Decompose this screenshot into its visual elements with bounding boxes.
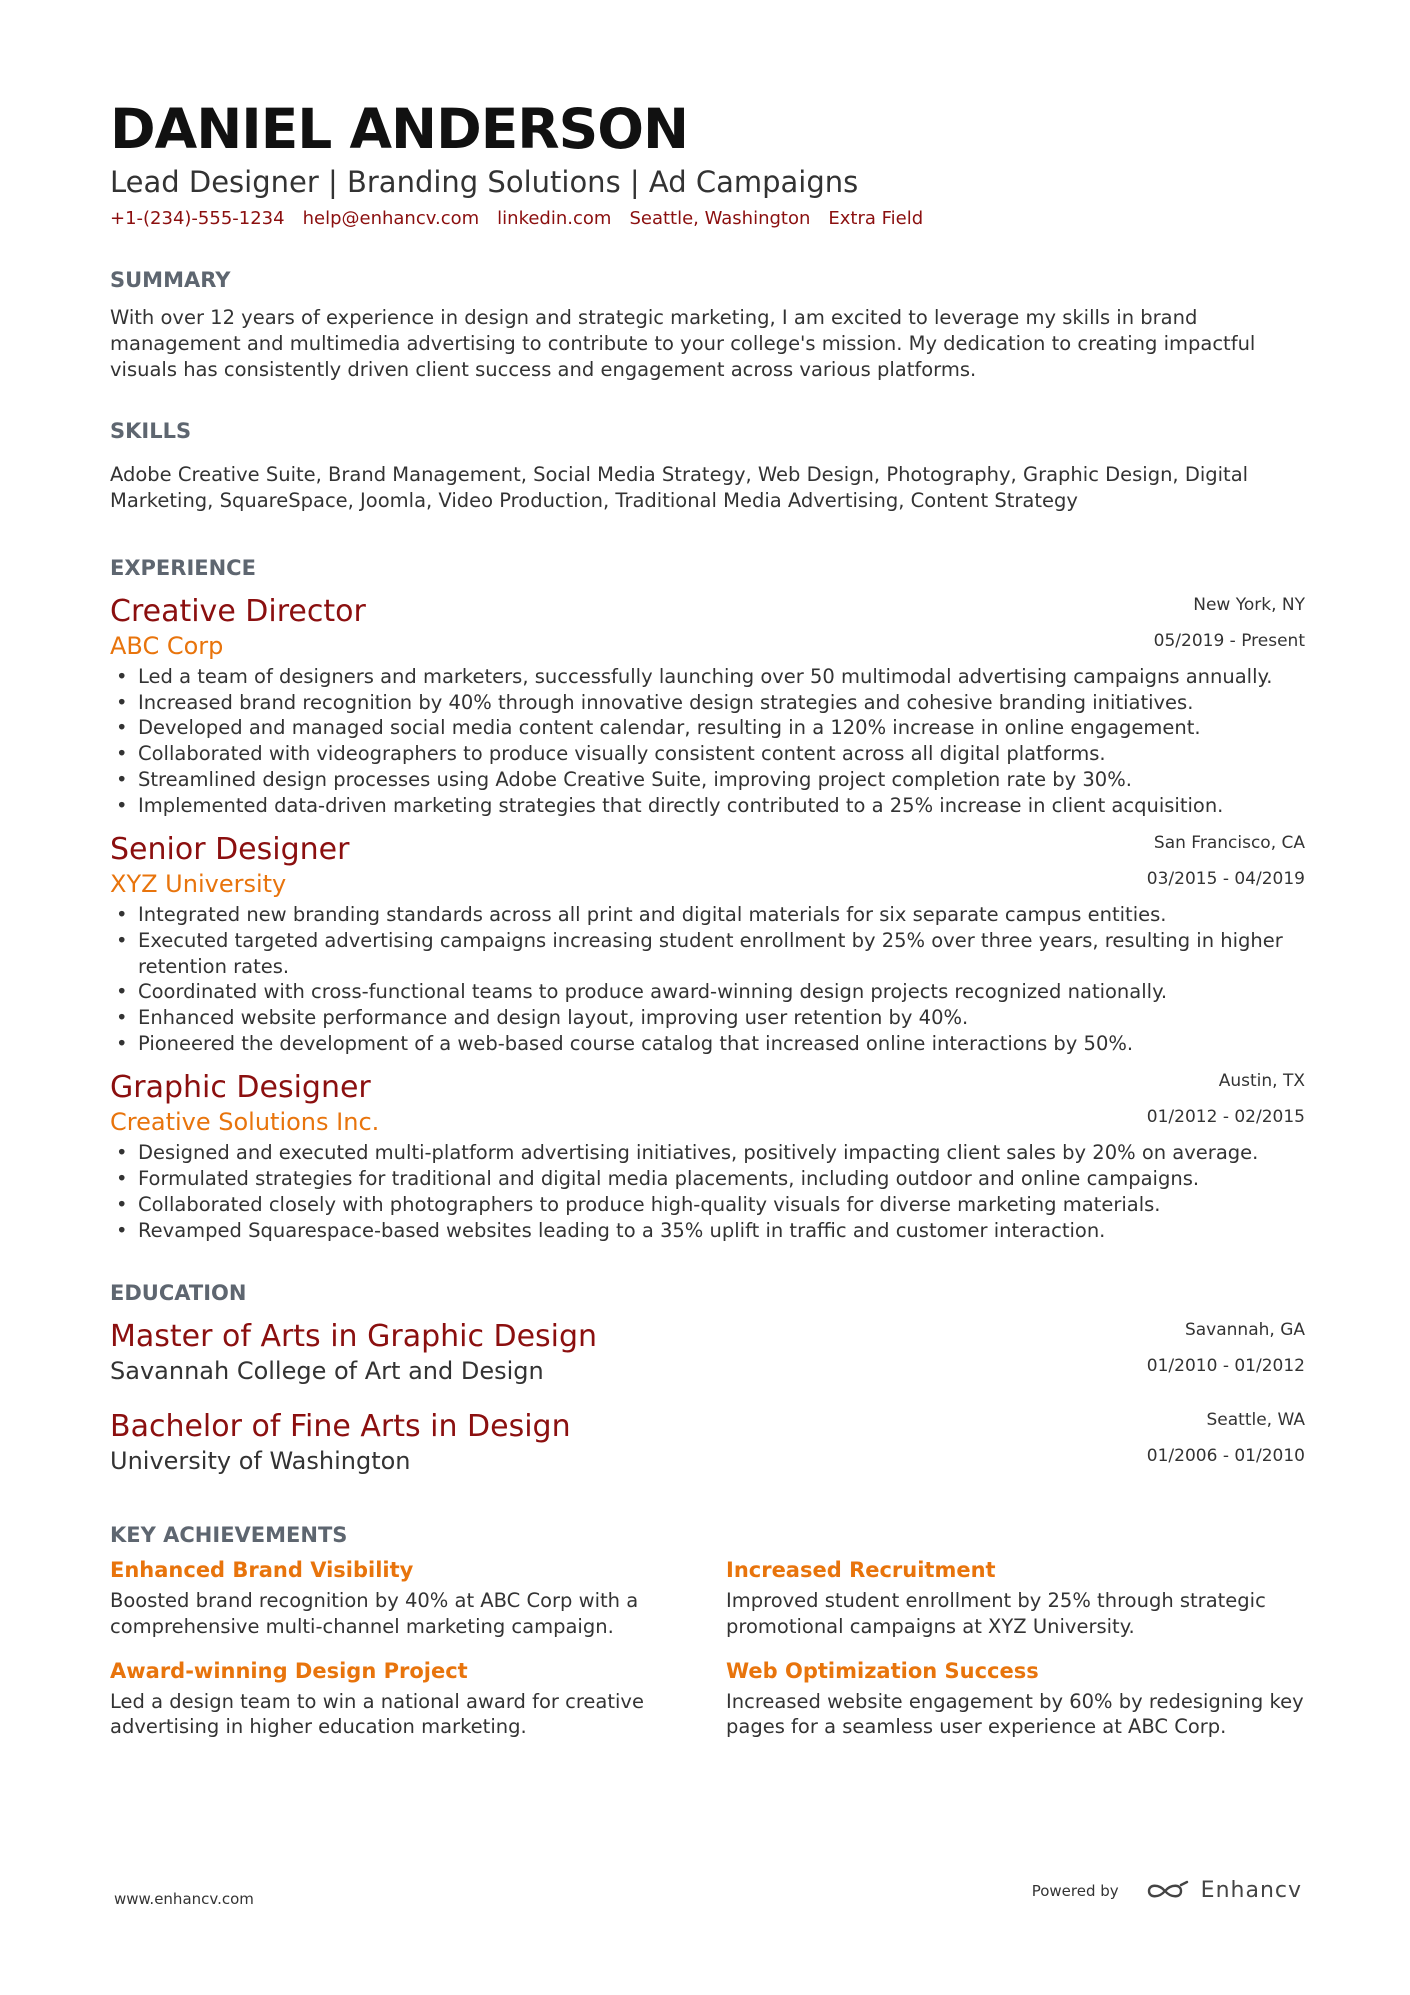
contact-extra: Extra Field: [828, 208, 924, 229]
experience-section: [110, 554, 1305, 1243]
entry-location: Austin, TX: [1218, 1071, 1305, 1092]
candidate-name: DANIEL ANDERSON: [110, 97, 689, 161]
achievements-section: [110, 1521, 1305, 1740]
headline: Lead Designer | Branding Solutions | Ad Campaigns: [110, 165, 859, 199]
entry-location: Savannah, GA: [1184, 1320, 1305, 1341]
entry-location: Seattle, WA: [1206, 1410, 1305, 1431]
bullet-item: • Collaborated with videographers to produce visually consistent content across all digital platforms.: [110, 741, 1305, 767]
contact-list: [110, 206, 1305, 232]
bullet-item: • Streamlined design processes using Adobe Creative Suite, improving project completion rate by 30%.: [110, 767, 1305, 793]
bullet-item: • Increased brand recognition by 40% through innovative design strategies and cohesive branding initiatives.: [110, 690, 1305, 716]
bullet-list: [110, 1140, 1305, 1243]
footer-branding: [1032, 1878, 1302, 1903]
bullet-item: • Revamped Squarespace-based websites leading to a 35% uplift in traffic and customer interaction.: [110, 1218, 1305, 1244]
achievement-item: [110, 1555, 726, 1639]
bullet-item: • Formulated strategies for traditional and digital media placements, including outdoor and online campaigns.: [110, 1166, 1305, 1192]
education-entry: [110, 1409, 1305, 1477]
skills-text: Adobe Creative Suite, Brand Management, Social Media Strategy, Web Design, Photography, Graphic Design, Digital Marketing, SquareSpace, Joomla, Video Production, Traditional Media Advertising, Content Strategy: [110, 463, 1249, 512]
entry-dates: 01/2006 - 01/2010: [1146, 1446, 1305, 1467]
contact-linkedin[interactable]: linkedin.com: [497, 208, 612, 229]
entry-dates: 01/2012 - 02/2015: [1146, 1107, 1305, 1128]
job-title: Creative Director: [110, 594, 366, 629]
summary-title: SUMMARY: [110, 268, 231, 292]
company-name: Creative Solutions Inc.: [110, 1108, 380, 1137]
contact-email[interactable]: help@enhancv.com: [302, 208, 480, 229]
experience-entry: [110, 594, 1305, 818]
skills-title: SKILLS: [110, 419, 192, 443]
achievement-desc: Led a design team to win a national award for creative advertising in higher education marketing.: [110, 1689, 644, 1739]
bullet-item: • Designed and executed multi-platform advertising initiatives, positively impacting client sales by 20% on average.: [110, 1140, 1305, 1166]
summary-text: With over 12 years of experience in design and strategic marketing, I am excited to leverage my skills in brand management and multimedia advertising to contribute to your college's mission. My dedication to creating impactful visuals has consistently driven client success and engagement across various platforms.: [110, 306, 1256, 381]
bullet-item: • Enhanced website performance and design layout, improving user retention by 40%.: [110, 1005, 1305, 1031]
achievement-item: [726, 1555, 1306, 1639]
bullet-item: • Integrated new branding standards across all print and digital materials for six separate campus entities.: [110, 902, 1305, 928]
entry-location: San Francisco, CA: [1153, 833, 1305, 854]
experience-title: EXPERIENCE: [110, 556, 256, 580]
enhancv-logo-icon: [1145, 1879, 1191, 1903]
achievement-title: Enhanced Brand Visibility: [110, 1558, 414, 1583]
experience-entry: [110, 1070, 1305, 1243]
company-name: ABC Corp: [110, 632, 224, 660]
job-title: Senior Designer: [110, 832, 350, 868]
education-section: [110, 1279, 1305, 1477]
bullet-item: • Collaborated closely with photographers to produce high-quality visuals for diverse marketing materials.: [110, 1192, 1305, 1218]
experience-entry: [110, 832, 1305, 1056]
entry-dates: 03/2015 - 04/2019: [1146, 869, 1305, 890]
achievement-title: Web Optimization Success: [726, 1658, 1039, 1683]
skills-section: [110, 417, 1305, 514]
bullet-item: • Developed and managed social media content calendar, resulting in a 120% increase in online engagement.: [110, 715, 1305, 741]
contact-phone[interactable]: +1-(234)-555-1234: [110, 208, 285, 229]
achievement-title: Award-winning Design Project: [110, 1658, 468, 1683]
achievement-item: [726, 1656, 1306, 1740]
contact-location: Seattle, Washington: [629, 208, 811, 229]
education-title: EDUCATION: [110, 1281, 247, 1306]
enhancv-logo[interactable]: [1145, 1878, 1302, 1903]
brand-name: Enhancv: [1200, 1878, 1302, 1903]
achievement-title: Increased Recruitment: [726, 1558, 996, 1583]
footer-website[interactable]: www.enhancv.com: [114, 1890, 254, 1908]
entry-location: New York, NY: [1193, 595, 1305, 615]
entry-dates: 01/2010 - 01/2012: [1146, 1356, 1305, 1377]
resume-header: [110, 96, 1305, 232]
bullet-item: • Led a team of designers and marketers, successfully launching over 50 multimodal advertising campaigns annually.: [110, 664, 1305, 690]
entry-dates: 05/2019 - Present: [1153, 631, 1305, 651]
bullet-list: [110, 902, 1305, 1056]
school-name: University of Washington: [110, 1447, 411, 1476]
bullet-list: [110, 664, 1305, 818]
summary-section: [110, 266, 1305, 383]
degree-title: Master of Arts in Graphic Design: [110, 1319, 598, 1355]
achievement-desc: Boosted brand recognition by 40% at ABC Corp with a comprehensive multi-channel marketing campaign.: [110, 1589, 639, 1638]
education-entry: [110, 1319, 1305, 1387]
achievements-grid: [110, 1555, 1305, 1740]
school-name: Savannah College of Art and Design: [110, 1357, 544, 1386]
achievement-desc: Increased website engagement by 60% by redesigning key pages for a seamless user experience at ABC Corp.: [726, 1689, 1304, 1739]
job-title: Graphic Designer: [110, 1070, 371, 1106]
resume-page: [110, 96, 1305, 1740]
achievement-item: [110, 1656, 726, 1740]
powered-by-label: Powered by: [1031, 1881, 1119, 1900]
achievement-desc: Improved student enrollment by 25% through strategic promotional campaigns at XYZ University.: [726, 1589, 1266, 1638]
bullet-item: • Implemented data-driven marketing strategies that directly contributed to a 25% increase in client acquisition.: [110, 793, 1305, 819]
bullet-item: • Executed targeted advertising campaigns increasing student enrollment by 25% over three years, resulting in higher retention rates.: [110, 928, 1305, 979]
bullet-item: • Coordinated with cross-functional teams to produce award-winning design projects recognized nationally.: [110, 979, 1305, 1005]
achievements-title: KEY ACHIEVEMENTS: [110, 1523, 348, 1548]
company-name: XYZ University: [110, 870, 287, 899]
bullet-item: • Pioneered the development of a web-based course catalog that increased online interactions by 50%.: [110, 1031, 1305, 1057]
degree-title: Bachelor of Fine Arts in Design: [110, 1409, 571, 1445]
